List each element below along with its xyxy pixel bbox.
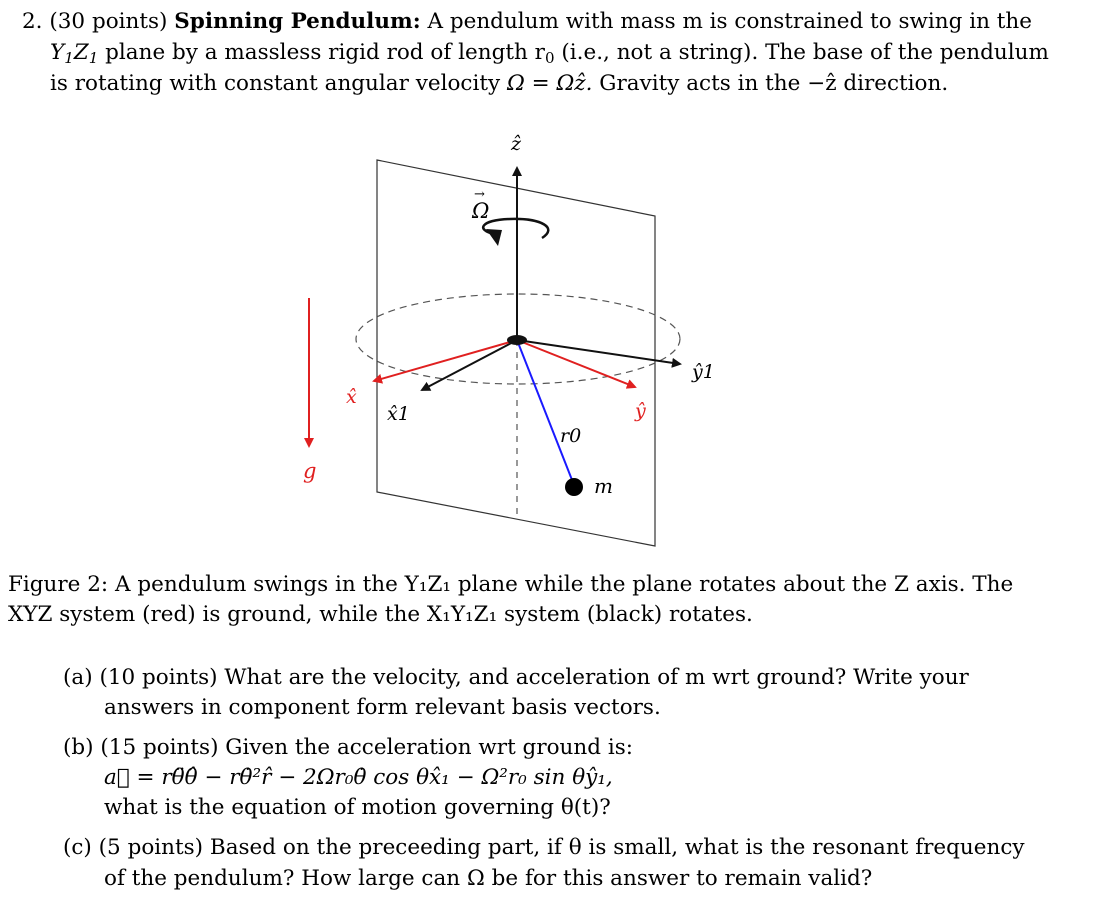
figure-caption-line-2: XYZ system (red) is ground, while the X₁Y₁Z₁ system (black) rotates. <box>8 602 753 627</box>
y1-symbol: $Y_1$ <box>50 40 74 67</box>
x-hat-label: x̂ <box>346 386 357 408</box>
part-b-line-1 <box>63 733 633 763</box>
problem-line2-text: plane by a massless rigid rod of length r <box>105 40 545 65</box>
problem-line1-text: A pendulum with mass m is constrained to swing in the <box>427 9 1032 34</box>
part-c-line-2: of the pendulum? How large can Ω be for this answer to remain valid? <box>104 866 873 891</box>
part-a-line-2: answers in component form relevant basis vectors. <box>104 695 661 720</box>
problem-line-3 <box>50 69 948 99</box>
pendulum-figure <box>280 120 720 550</box>
part-c-label: (c) <box>63 835 92 860</box>
part-a-text-1: (10 points) What are the velocity, and acceleration of m wrt ground? Write your <box>99 665 969 690</box>
part-b-label: (b) <box>63 735 94 760</box>
problem-number: 2. <box>22 9 43 34</box>
problem-line-1 <box>22 7 1032 37</box>
problem-line3-b: Gravity acts in the −ẑ direction. <box>599 71 949 96</box>
y-hat-label: ŷ <box>635 400 646 422</box>
mass-label: m <box>594 474 613 498</box>
problem-line3-a: is rotating with constant angular velocity <box>50 71 501 96</box>
part-b-text-1: (15 points) Given the acceleration wrt ground is: <box>100 735 633 760</box>
z1-symbol: $Z_1$ <box>73 40 99 67</box>
y1-hat-label: ŷ1 <box>692 361 715 383</box>
problem-line-2: $Y_1Z_1$ plane by a massless rigid rod of length $r_0$ (i.e., not a string). The base of the pendulum <box>50 40 1049 67</box>
x1-axis <box>422 340 517 390</box>
rotation-arrowhead-icon <box>486 229 502 246</box>
y-axis-red <box>517 340 635 387</box>
problem-points: (30 points) <box>49 9 168 34</box>
r0-label: r0 <box>560 425 582 447</box>
problem-line2-end: (i.e., not a string). The base of the pendulum <box>561 40 1049 65</box>
g-label: g <box>303 459 317 483</box>
omega-label: Ω <box>472 199 490 223</box>
problem-title: Spinning Pendulum: <box>174 9 421 34</box>
pendulum-mass <box>565 478 583 496</box>
part-b-equation: a⃗ = rθ̈θ̂ − rθ̇²r̂ − 2Ωr₀θ̇ cos θx̂₁ − Ω²r₀ sin θŷ₁, <box>104 765 613 790</box>
omega-arrow: → <box>474 187 485 202</box>
part-b-line-3: what is the equation of motion governing θ(t)? <box>104 795 611 820</box>
figure-caption-line-1: Figure 2: A pendulum swings in the Y₁Z₁ plane while the plane rotates about the Z axis. The <box>8 572 1014 597</box>
x1-hat-label: x̂1 <box>387 403 410 425</box>
part-a-label: (a) <box>63 665 93 690</box>
pivot <box>507 335 527 345</box>
part-c-text-1: (5 points) Based on the preceeding part, if θ is small, what is the resonant frequency <box>98 835 1025 860</box>
omega-equation: Ω = Ωẑ. <box>506 71 593 96</box>
part-c-line-1 <box>63 833 1025 863</box>
part-a-line-1 <box>63 663 969 693</box>
x-axis-red <box>374 340 517 381</box>
z-hat-label: ẑ <box>511 133 522 155</box>
pendulum-rod <box>517 340 574 485</box>
